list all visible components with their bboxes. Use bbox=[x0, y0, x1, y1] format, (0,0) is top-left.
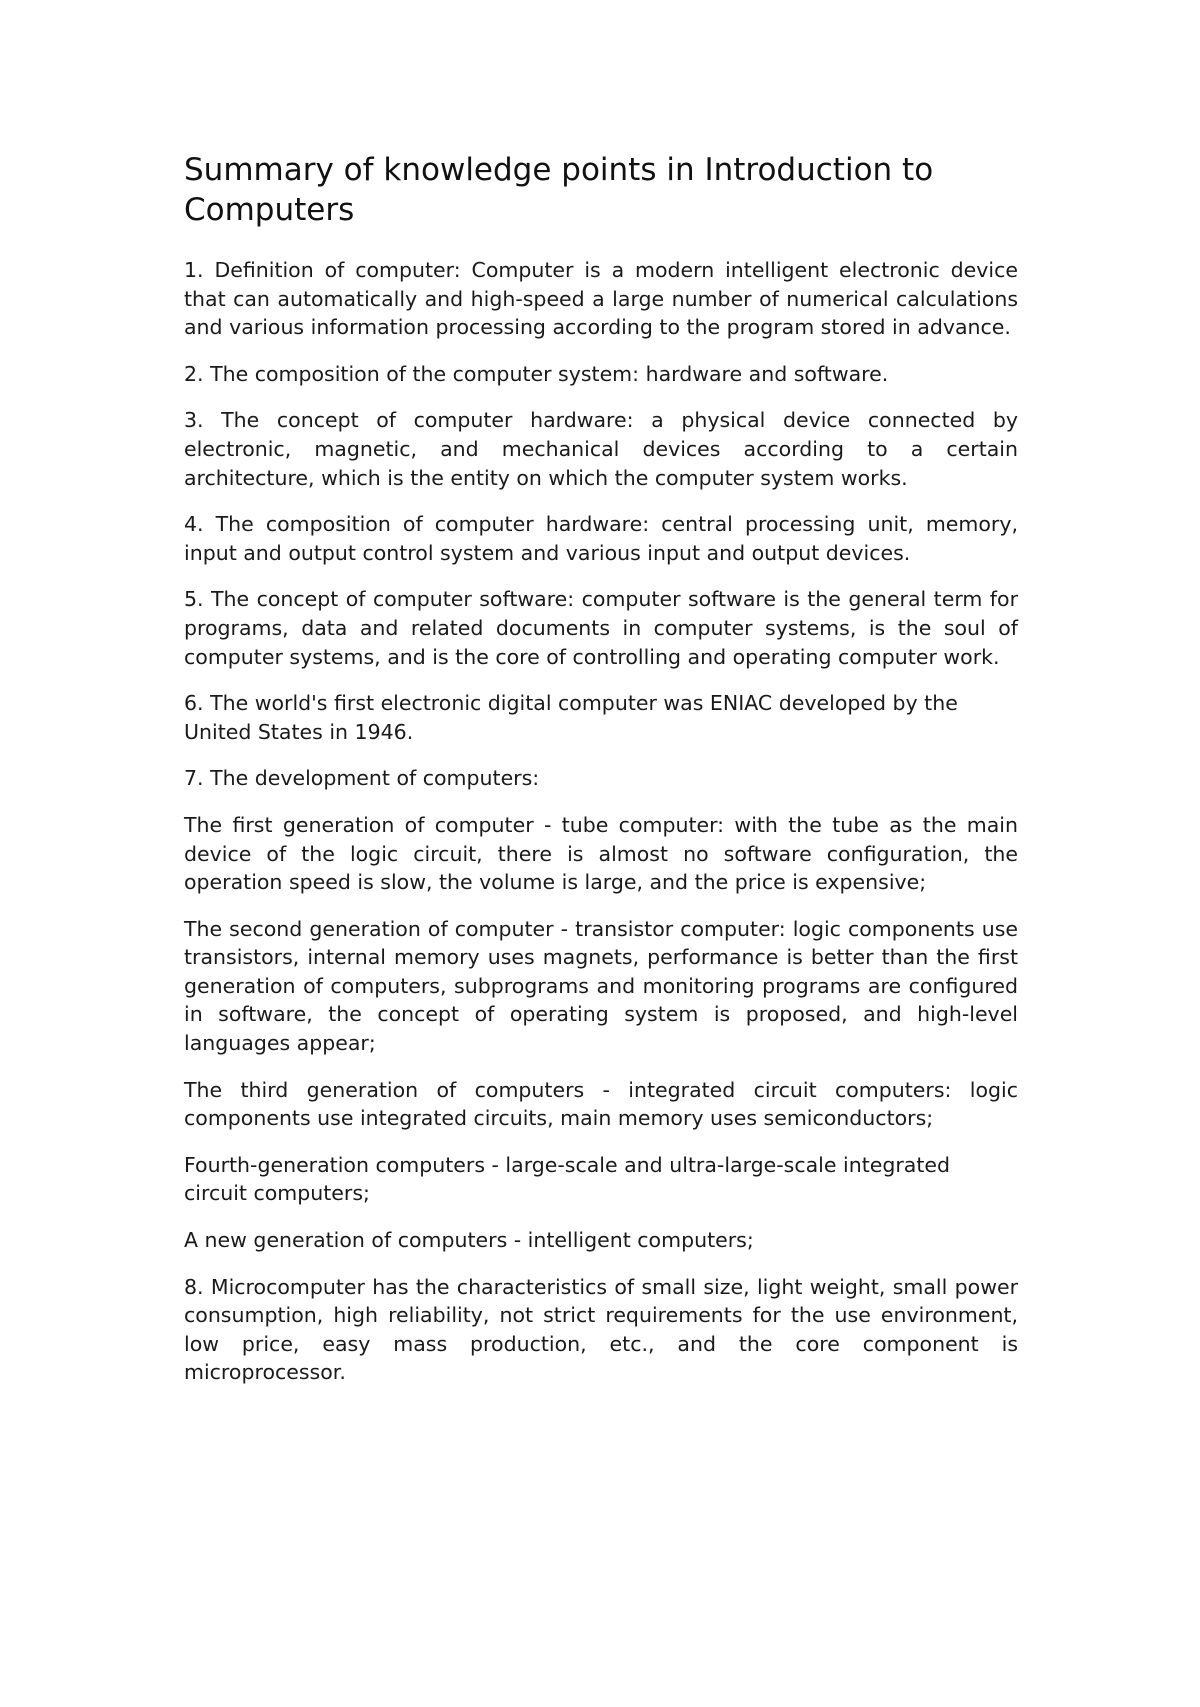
paragraph-third-generation: The third generation of computers - integrated circuit computers: logic components use integrated circuits, main memory uses semiconductors; bbox=[184, 1077, 1018, 1131]
paragraph-software-concept: 5. The concept of computer software: computer software is the general term for programs, data and related documents in computer systems, is the soul of computer systems, and is the core of controlling and operating computer work. bbox=[184, 587, 1018, 669]
paragraph-eniac: 6. The world's first electronic digital computer was ENIAC developed by the United States in 1946. bbox=[184, 691, 958, 744]
paragraph-microcomputer: 8. Microcomputer has the characteristics of small size, light weight, small power consumption, high reliability, not strict requirements for the use environment, low price, easy mass production, etc., and the core component is microprocessor. bbox=[184, 1274, 1018, 1385]
paragraph-definition: 1. Definition of computer: Computer is a modern intelligent electronic device that can automatically and high-speed a large number of numerical calculations and various information processing according to the program stored in advance. bbox=[184, 258, 1018, 340]
paragraph-system-composition: 2. The composition of the computer system: hardware and software. bbox=[184, 361, 889, 386]
paragraph-hardware-concept: 3. The concept of computer hardware: a physical device connected by electronic, magnetic, and mechanical devices according to a certain architecture, which is the entity on which the computer system works. bbox=[184, 408, 1018, 490]
document-title: Summary of knowledge points in Introduction to Computers bbox=[184, 152, 934, 228]
paragraph-hardware-composition: 4. The composition of computer hardware: central processing unit, memory, input and output control system and various input and output devices. bbox=[184, 512, 1018, 565]
paragraph-second-generation: The second generation of computer - transistor computer: logic components use transistors, internal memory uses magnets, performance is better than the first generation of computers, subprograms and monitoring programs are configured in software, the concept of operating system is proposed, and high-level languages appear; bbox=[184, 916, 1018, 1056]
paragraph-new-generation: A new generation of computers - intelligent computers; bbox=[184, 1228, 754, 1253]
document-page bbox=[184, 150, 1018, 1405]
paragraph-first-generation: The first generation of computer - tube computer: with the tube as the main device of the logic circuit, there is almost no software configuration, the operation speed is slow, the volume is large, and the price is expensive; bbox=[184, 812, 1018, 895]
paragraph-development-heading: 7. The development of computers: bbox=[184, 766, 540, 791]
paragraph-fourth-generation: Fourth-generation computers - large-scale and ultra-large-scale integrated circuit computers; bbox=[184, 1152, 951, 1206]
